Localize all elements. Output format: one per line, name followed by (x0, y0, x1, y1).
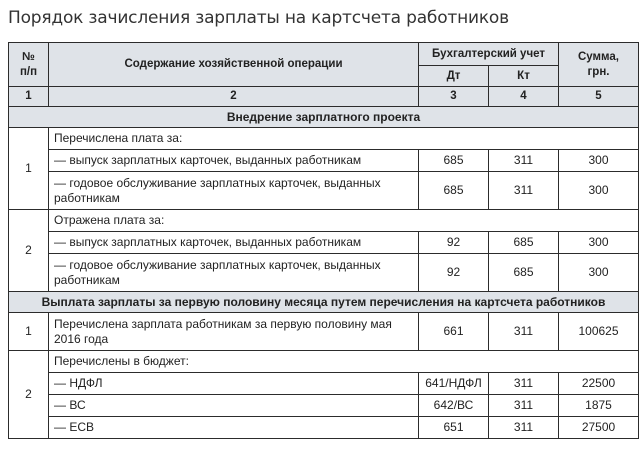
row-description: — годовое обслуживание зарплатных карточек, выданных работникам (49, 172, 419, 210)
credit-cell: 311 (489, 172, 559, 210)
credit-cell: 311 (489, 150, 559, 172)
debit-cell: 92 (419, 254, 489, 292)
sum-cell: 300 (559, 172, 639, 210)
header-credit: Кт (489, 66, 559, 87)
credit-cell: 311 (489, 417, 559, 439)
header-content: Содержание хозяйственной операции (49, 43, 419, 87)
header-index: 4 (489, 87, 559, 107)
header-index: 3 (419, 87, 489, 107)
credit-cell: 685 (489, 254, 559, 292)
debit-cell: 685 (419, 150, 489, 172)
sum-cell: 27500 (559, 417, 639, 439)
row-description: Перечислена зарплата работникам за первую половину мая 2016 года (49, 313, 419, 351)
group-heading: Перечислена плата за: (49, 128, 639, 150)
header-debit: Дт (419, 66, 489, 87)
credit-cell: 311 (489, 373, 559, 395)
sum-cell: 1875 (559, 395, 639, 417)
sum-cell: 300 (559, 150, 639, 172)
header-accounting: Бухгалтерский учет (419, 43, 559, 66)
debit-cell: 651 (419, 417, 489, 439)
group-heading: Перечислены в бюджет: (49, 351, 639, 373)
section-title: Внедрение зарплатного проекта (9, 107, 639, 128)
row-number: 1 (9, 313, 49, 351)
debit-cell: 92 (419, 232, 489, 254)
row-number: 2 (9, 210, 49, 292)
header-index: 5 (559, 87, 639, 107)
debit-cell: 685 (419, 172, 489, 210)
header-sum: Сумма, грн. (559, 43, 639, 87)
row-description: — ВС (49, 395, 419, 417)
header-index: 2 (49, 87, 419, 107)
row-description: — ЕСВ (49, 417, 419, 439)
page-title: Порядок зачисления зарплаты на картсчета работников (8, 8, 509, 28)
header-index: 1 (9, 87, 49, 107)
header-num: № п/п (9, 43, 49, 87)
credit-cell: 311 (489, 395, 559, 417)
row-description: — годовое обслуживание зарплатных карточек, выданных работникам (49, 254, 419, 292)
row-description: — выпуск зарплатных карточек, выданных работникам (49, 232, 419, 254)
accounting-table (8, 42, 639, 439)
credit-cell: 311 (489, 313, 559, 351)
sum-cell: 300 (559, 254, 639, 292)
section-title: Выплата зарплаты за первую половину месяца путем перечисления на картсчета работников (9, 292, 639, 313)
row-number: 1 (9, 128, 49, 210)
row-description: — НДФЛ (49, 373, 419, 395)
debit-cell: 642/ВС (419, 395, 489, 417)
sum-cell: 22500 (559, 373, 639, 395)
sum-cell: 100625 (559, 313, 639, 351)
sum-cell: 300 (559, 232, 639, 254)
group-heading: Отражена плата за: (49, 210, 639, 232)
debit-cell: 661 (419, 313, 489, 351)
credit-cell: 685 (489, 232, 559, 254)
debit-cell: 641/НДФЛ (419, 373, 489, 395)
row-number: 2 (9, 351, 49, 439)
row-description: — выпуск зарплатных карточек, выданных работникам (49, 150, 419, 172)
